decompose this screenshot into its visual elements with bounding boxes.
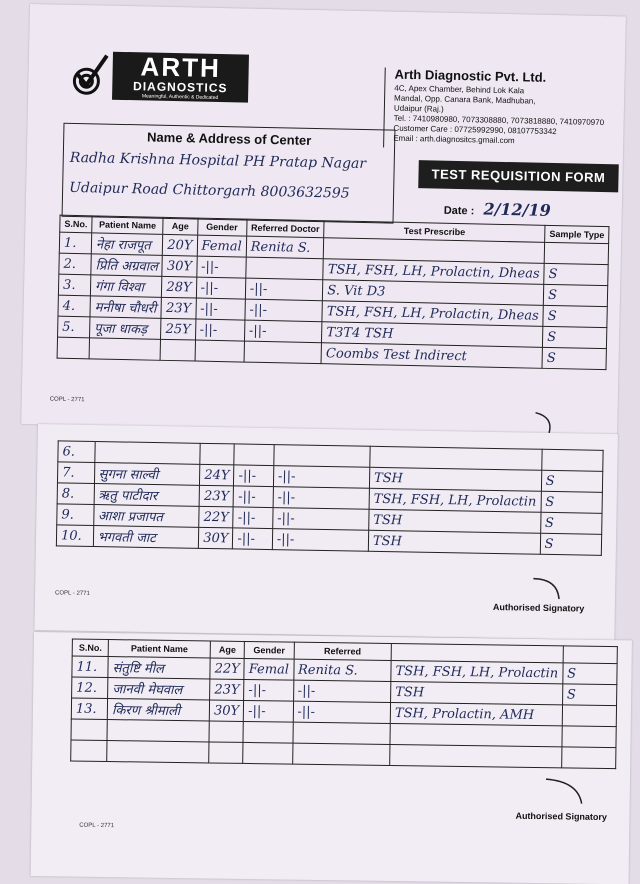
- cell-doctor: [292, 743, 390, 765]
- header-sno: S.No.: [60, 215, 92, 233]
- cell-sample: S: [540, 533, 602, 555]
- company-info: [393, 66, 634, 149]
- cell-gender: [243, 721, 293, 743]
- cell-age: 30Y: [209, 700, 243, 721]
- table-body-2: [56, 441, 603, 555]
- signature-stroke-3: [542, 775, 592, 806]
- cell-sno: 9.: [57, 504, 94, 526]
- cell-sno: 11.: [72, 656, 108, 678]
- copl-code-3: COPL - 2771: [79, 822, 115, 830]
- cell-name: ऋतु पाटीदार: [94, 483, 200, 506]
- cell-age: 22Y: [199, 506, 233, 528]
- cell-name: मनीषा चौधरी: [90, 296, 162, 318]
- cell-age: 23Y: [199, 485, 233, 507]
- cell-name: नेहा राजपूत: [91, 233, 163, 255]
- logo-tagline: Meaningful, Authentic & Dedicated: [141, 93, 219, 101]
- cell-doctor: -||-: [245, 299, 323, 322]
- cell-name: भगवती जाट: [93, 525, 199, 548]
- cell-gender: -||-: [196, 256, 246, 278]
- patient-table-1: [57, 215, 610, 370]
- cell-name: [107, 741, 209, 763]
- checkmark-swirl-icon: [68, 53, 109, 98]
- cell-sample: [562, 705, 617, 727]
- cell-test: Coombs Test Indirect: [321, 343, 542, 369]
- cell-test: TSH, Prolactin, AMH: [390, 702, 562, 725]
- cell-sno: [57, 337, 89, 359]
- company-address-1: 4C, Apex Chamber, Behind Lok Kala: [394, 83, 525, 96]
- cell-sno: 6.: [58, 441, 95, 463]
- cell-gender: Femal: [244, 658, 294, 680]
- cell-name: [89, 338, 161, 360]
- cell-age: 23Y: [210, 679, 244, 700]
- company-email: Email : arth.diagnositcs.gmail.com: [393, 133, 515, 146]
- cell-sample: S: [543, 305, 607, 327]
- company-address-3: Udaipur (Raj.): [393, 103, 444, 114]
- cell-gender: [195, 340, 245, 362]
- cell-gender: [243, 742, 293, 764]
- cell-name: [107, 720, 209, 742]
- logo-sub: DIAGNOSTICS: [132, 79, 228, 96]
- cell-sno: [71, 719, 107, 741]
- cell-age: 24Y: [200, 464, 234, 486]
- cell-doctor: Renita S.: [293, 659, 391, 681]
- cell-age: [160, 339, 195, 361]
- cell-name: किरण श्रीमाली: [107, 699, 209, 721]
- cell-doctor: Renita S.: [246, 236, 324, 259]
- cell-sample: [562, 726, 617, 748]
- cell-name: सुगना साल्वी: [94, 462, 200, 485]
- cell-doctor: -||-: [293, 680, 391, 702]
- company-name: Arth Diagnostic Pvt. Ltd.: [394, 66, 547, 85]
- form-sheet-2: [34, 424, 618, 640]
- form-sheet-3: [31, 632, 632, 884]
- cell-test: TSH, FSH, LH, Prolactin, Dheas: [323, 259, 544, 285]
- cell-gender: -||-: [233, 507, 273, 529]
- cell-sample: S: [543, 326, 607, 348]
- arth-logo: [68, 49, 249, 109]
- cell-age: 28Y: [162, 276, 197, 298]
- cell-test: TSH, FSH, LH, Prolactin: [369, 488, 541, 512]
- cell-name: जानवी मेघवाल: [108, 678, 210, 700]
- cell-sample: S: [540, 512, 602, 534]
- cell-sample: S: [542, 347, 606, 369]
- cell-sample: S: [541, 470, 603, 492]
- signature-stroke-1: [529, 411, 569, 436]
- cell-age: [209, 742, 243, 763]
- header-gender: Gender: [197, 218, 247, 236]
- cell-doctor: -||-: [272, 529, 368, 552]
- cell-sno: 3.: [58, 274, 90, 296]
- cell-name: गंगा विश्वा: [90, 275, 162, 297]
- cell-test: S. Vit D3: [323, 280, 544, 306]
- cell-sno: 10.: [56, 525, 93, 547]
- table-body-1: [57, 232, 609, 369]
- center-line-1: Radha Krishna Hospital PH Pratap Nagar: [69, 149, 367, 173]
- cell-doctor: [244, 341, 322, 364]
- cell-doctor: [293, 722, 391, 744]
- authorised-signatory-2: Authorised Signatory: [492, 601, 585, 614]
- cell-name: संतुष्टि मील: [108, 657, 210, 679]
- cell-age: [200, 443, 234, 465]
- cell-name: पूजा धाकड़: [90, 317, 162, 339]
- header-sample: [563, 646, 618, 664]
- cell-test: [370, 446, 542, 470]
- center-title: Name & Address of Center: [146, 129, 312, 148]
- date-label: Date :: [443, 204, 475, 218]
- cell-doctor: [246, 257, 324, 280]
- cell-gender: -||-: [233, 486, 273, 508]
- patient-table-2: [56, 440, 604, 556]
- center-address-box: [62, 123, 396, 224]
- center-line-2: Udaipur Road Chittorgarh 8003632595: [68, 179, 350, 202]
- cell-age: 30Y: [199, 527, 233, 549]
- cell-test: TSH: [369, 467, 541, 491]
- cell-test: TSH, FSH, LH, Prolactin, Dheas: [322, 301, 543, 327]
- cell-age: 20Y: [163, 234, 198, 256]
- cell-test: T3T4 TSH: [322, 322, 543, 348]
- cell-gender: -||-: [233, 528, 273, 550]
- cell-sno: 13.: [71, 698, 107, 720]
- cell-age: 25Y: [161, 318, 196, 340]
- cell-gender: -||-: [195, 298, 245, 320]
- header-sample: Sample Type: [545, 225, 609, 243]
- company-address-2: Mandal, Opp. Canara Bank, Madhuban,: [394, 93, 536, 106]
- copl-code-1: COPL - 2771: [49, 396, 85, 404]
- cell-name: आशा प्रजापत: [93, 504, 199, 527]
- cell-gender: [234, 444, 274, 466]
- header-patient: Patient Name: [108, 640, 210, 658]
- cell-doctor: -||-: [293, 701, 391, 723]
- cell-sno: 7.: [57, 462, 94, 484]
- cell-sample: S: [543, 284, 607, 306]
- cell-sample: [544, 242, 608, 264]
- signature-stroke-2: [529, 575, 569, 602]
- cell-doctor: -||-: [244, 320, 322, 343]
- header-doctor: Referred: [294, 642, 392, 660]
- cell-doctor: -||-: [273, 487, 369, 510]
- cell-test: TSH: [391, 681, 563, 704]
- authorised-signatory-3: Authorised Signatory: [515, 810, 608, 823]
- cell-test: TSH, FSH, LH, Prolactin: [391, 660, 563, 683]
- cell-sample: S: [544, 263, 608, 285]
- cell-test: [390, 744, 562, 767]
- cell-test: TSH: [368, 530, 540, 554]
- header-gender: Gender: [244, 641, 293, 659]
- cell-sno: 5.: [58, 316, 90, 338]
- logo-wordmark: [112, 52, 249, 103]
- cell-sno: 2.: [59, 253, 91, 275]
- cell-sno: 12.: [72, 677, 108, 699]
- form-sheet-1: [21, 4, 626, 436]
- cell-gender: -||-: [244, 679, 294, 701]
- cell-test: [390, 723, 562, 746]
- header-test: Test Prescribe: [324, 221, 545, 243]
- header-patient: Patient Name: [92, 216, 164, 234]
- cell-age: [209, 721, 243, 742]
- cell-age: 30Y: [162, 255, 197, 277]
- cell-gender: -||-: [234, 465, 274, 487]
- cell-sno: [71, 740, 107, 762]
- cell-age: 22Y: [210, 658, 244, 679]
- header-sno: S.No.: [72, 639, 108, 657]
- copl-code-2: COPL - 2771: [54, 590, 90, 597]
- cell-doctor: [274, 445, 370, 468]
- header-doctor: Referred Doctor: [246, 219, 324, 238]
- cell-sample: S: [562, 684, 617, 706]
- cell-sample: [561, 747, 616, 769]
- cell-sample: [541, 449, 603, 471]
- cell-doctor: -||-: [245, 278, 323, 301]
- cell-sample: S: [563, 663, 618, 685]
- cell-gender: -||-: [196, 277, 246, 299]
- cell-sno: 4.: [58, 295, 90, 317]
- logo-brand: ARTH: [140, 51, 222, 84]
- cell-gender: -||-: [195, 319, 245, 341]
- cell-gender: -||-: [244, 700, 294, 722]
- header-age: Age: [210, 641, 244, 658]
- cell-doctor: -||-: [273, 466, 369, 489]
- cell-test: TSH: [369, 509, 541, 533]
- cell-doctor: -||-: [273, 508, 369, 531]
- company-care: Customer Care : 07725992990, 08107753342: [393, 123, 557, 137]
- cell-age: 23Y: [161, 297, 196, 319]
- header-age: Age: [163, 217, 197, 235]
- form-title: TEST REQUISITION FORM: [418, 160, 619, 192]
- date-field: [444, 199, 551, 220]
- cell-sno: 8.: [57, 483, 94, 505]
- date-value: 2/12/19: [483, 199, 551, 220]
- patient-table-3: [70, 639, 618, 770]
- cell-name: [94, 441, 200, 464]
- cell-sample: S: [541, 491, 603, 513]
- cell-name: प्रिति अग्रवाल: [91, 254, 163, 276]
- company-tel: Tel. : 7410980980, 7073308880, 7073818880, 7410970970: [393, 113, 605, 128]
- cell-gender: Femal: [197, 235, 247, 257]
- table-body-3: [71, 656, 617, 769]
- cell-sno: 1.: [59, 232, 91, 254]
